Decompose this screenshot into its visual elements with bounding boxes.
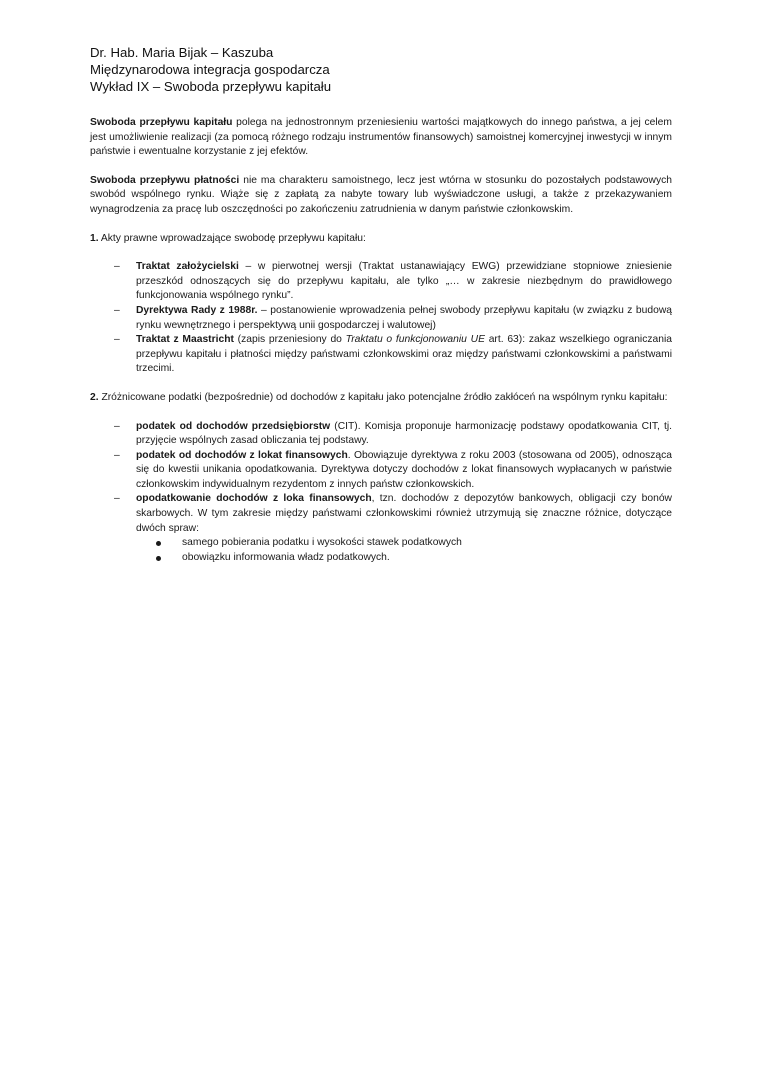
bullet-icon [156,541,161,546]
bullet-item [136,551,672,566]
section2-heading [90,391,672,406]
item-text: . Obowiązuje dyrektywa z roku 2003 (stosowana od 2005), odnosząca się do kwestii unikania opodatkowania. Dyrektywa dotyczy dochodów z lokat finansowych wypłacanych w państwie członkowskim indywidualnym rezydentom z innych państw członkowskich. [136,449,672,490]
dash-marker: – [114,493,120,505]
bullet-list [136,536,672,565]
dash-marker: – [114,304,120,316]
section1-list [90,260,672,377]
section1-number: 1. [90,232,99,244]
item-text: , tzn. dochodów z depozytów bankowych, obligacji czy bonów skarbowych. W tym zakresie między państwami członkowskimi również utrzymują się znaczne różnice, dotyczące dwóch spraw: [136,493,672,534]
item-term: opodatkowanie dochodów z loka finansowych [136,493,372,505]
item-text: – postanowienie wprowadzenia pełnej swobody przepływu kapitału (w związku z budową rynku wewnętrznego i perspektywą unii gospodarczej i walutowej) [136,304,672,331]
capital-definition [90,116,672,160]
list-item [90,260,672,304]
list-item [90,333,672,377]
item-italic: Traktatu o funkcjonowaniu UE [345,334,485,346]
document-page [90,44,672,579]
item-text: (zapis przeniesiony do [233,334,346,346]
dash-marker: – [114,420,120,432]
item-term: Dyrektywa Rady z 1988r. [136,304,258,316]
section1-heading [90,232,672,247]
payments-definition [90,174,672,218]
bullet-icon [156,556,161,561]
course-line: Międzynarodowa integracja gospodarcza [90,62,330,77]
list-item [90,449,672,493]
capital-text: polega na jednostronnym przeniesieniu wartości majątkowych do innego państwa, a jej celem jest umożliwienie realizacji (za pomocą różnego rodzaju instrumentów finansowych) samoistnej komercyjnej inwestycji w innym państwie i ewentualne korzystanie z jej efektów. [90,117,672,158]
lecture-title: Wykład IX – Swoboda przepływu kapitału [90,79,332,94]
payments-text: nie ma charakteru samoistnego, lecz jest wtórna w stosunku do pozostałych podstawowych swobód wspólnego rynku. Wiąże się z zapłatą za nabyte towary lub wyświadczone usługi, a także z przekazywaniem wynagrodzenia za pracę lub oszczędności po zakończeniu zatrudnienia w danym państwie członkowskim. [90,174,672,215]
list-item [90,492,672,565]
item-text: art. 63): zakaz wszelkiego ograniczania przepływu kapitału i płatności między państwami członkowskimi oraz między państwami członkowskimi a państwami trzecimi. [136,334,672,375]
author-line: Dr. Hab. Maria Bijak – Kaszuba [90,45,274,60]
item-text: – w pierwotnej wersji (Traktat ustanawiający EWG) przewidziane stopniowe zniesienie przeszkód odnoszących się do przepływu kapitału, ale tylko „… w zakresie niezbędnym do prawidłowego funkcjonowania wspólnego rynku”. [136,261,672,302]
dash-marker: – [114,261,120,273]
capital-term: Swoboda przepływu kapitału [90,117,233,128]
bullet-text: samego pobierania podatku i wysokości stawek podatkowych [182,537,462,549]
dash-marker: – [114,449,120,461]
item-term: Traktat z Maastricht [136,334,234,346]
item-term: podatek od dochodów z lokat finansowych [136,449,348,461]
item-term: Traktat założycielski [136,261,239,273]
section1-heading-text: Akty prawne wprowadzające swobodę przepływu kapitału: [98,232,366,244]
list-item [90,420,672,449]
section2-list [90,420,672,566]
section2-number: 2. [90,391,99,403]
document-body [90,116,672,565]
item-term: podatek od dochodów przedsiębiorstw [136,420,331,432]
dash-marker: – [114,334,120,346]
document-header [90,44,672,95]
bullet-item [136,536,672,551]
section2-heading-text: Zróżnicowane podatki (bezpośrednie) od dochodów z kapitału jako potencjalne źródło zakłóceń na wspólnym rynku kapitału: [98,391,668,403]
list-item [90,304,672,333]
payments-term: Swoboda przepływu płatności [90,174,240,186]
item-text: (CIT). Komisja proponuje harmonizację podstawy opodatkowania CIT, tj. przyjęcie wspólnych zasad obliczania tej podstawy. [136,420,672,447]
bullet-text: obowiązku informowania władz podatkowych. [182,551,390,563]
